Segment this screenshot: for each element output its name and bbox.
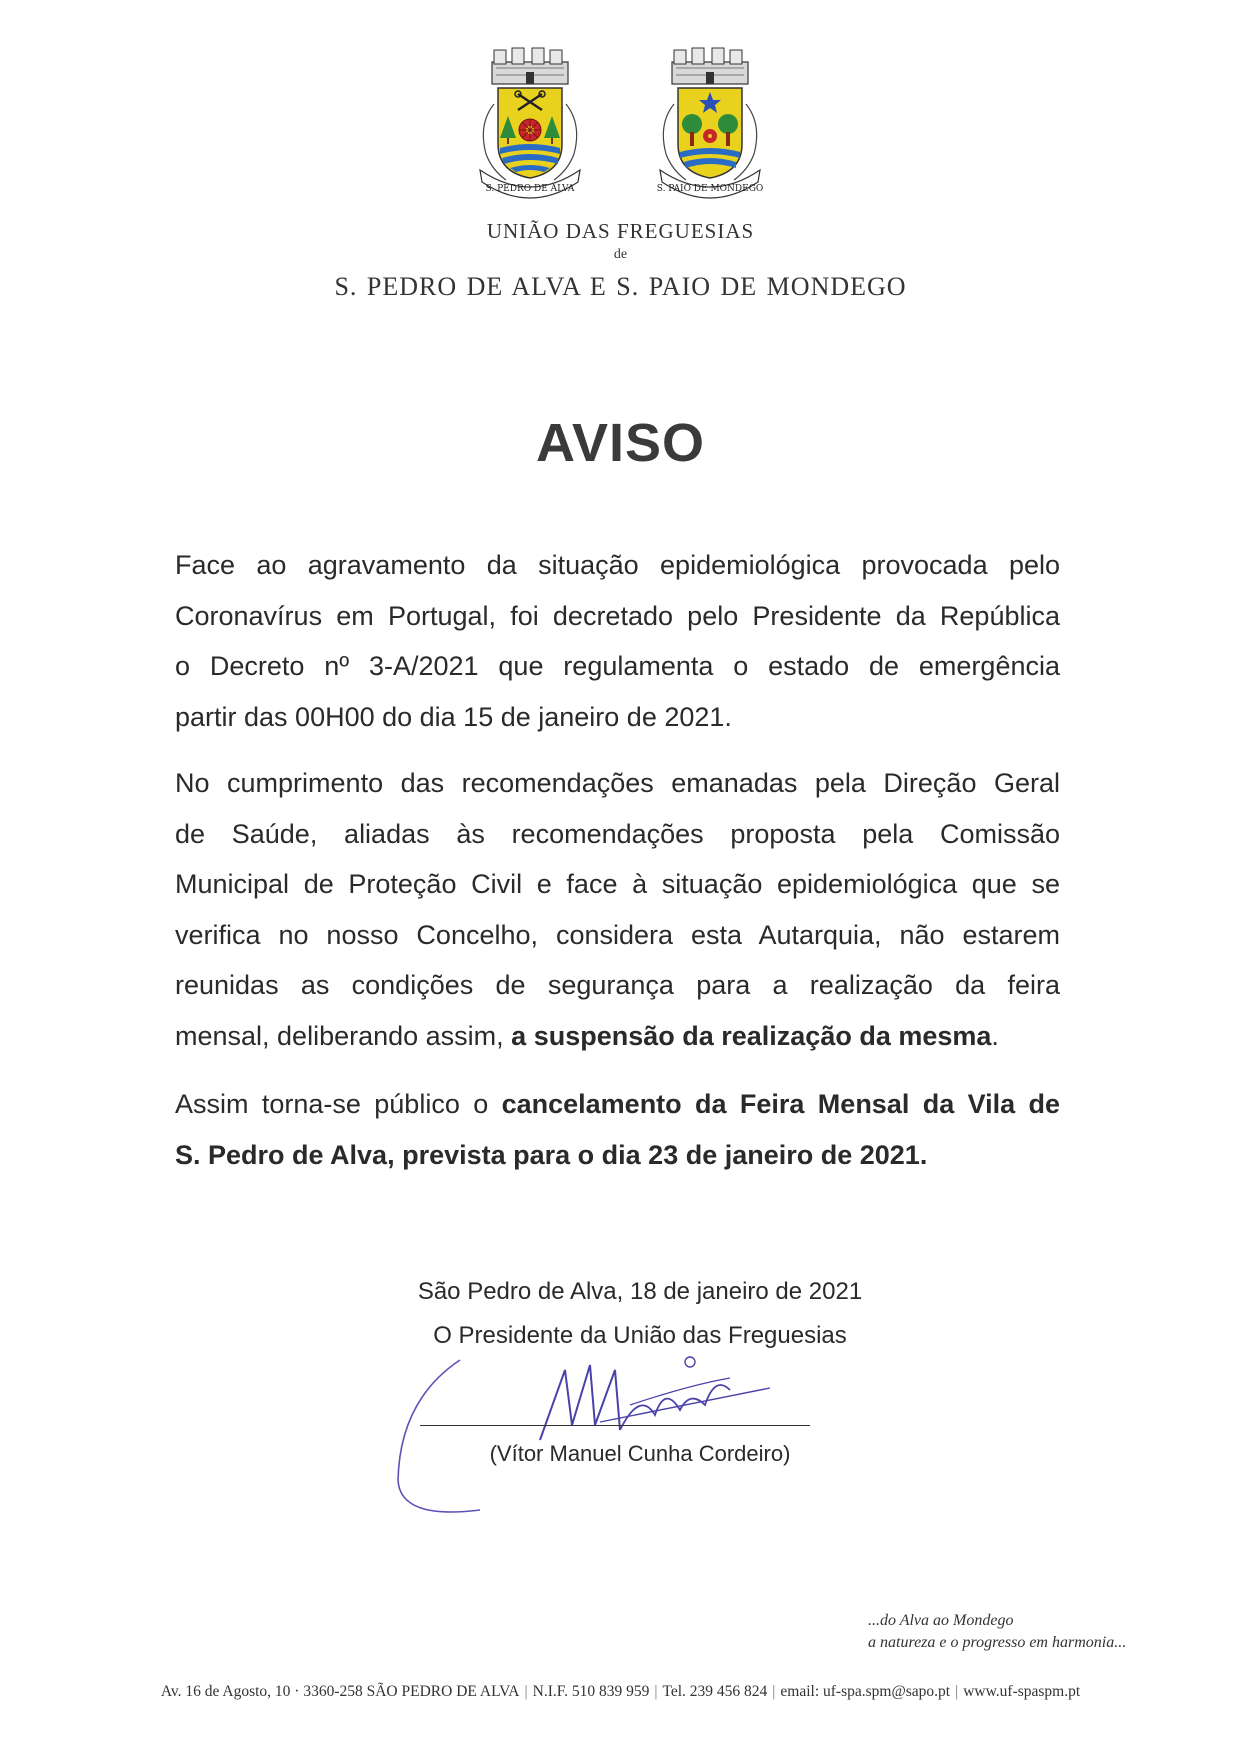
place-date: São Pedro de Alva, 18 de janeiro de 2021	[417, 1278, 863, 1305]
cancellation-emphasis: S. Pedro de Alva, prevista para o dia 23 de janeiro de 2021.	[175, 1139, 928, 1170]
paragraph-line: o Decreto nº 3-A/2021 que regulamenta o estado de emergência	[175, 651, 1060, 681]
paragraph-text: mensal, deliberando assim,	[175, 1020, 512, 1051]
page-title: AVISO	[535, 413, 706, 473]
crest-left-caption: S. PEDRO DE ALVA	[485, 184, 575, 194]
footer-contacts	[0, 1683, 1241, 1701]
footer-separator: |	[772, 1683, 776, 1700]
mural-crown-icon	[672, 48, 748, 84]
footer-website[interactable]: www.uf-spaspm.pt	[963, 1683, 1081, 1700]
footer-separator: |	[654, 1683, 658, 1700]
footer-separator: |	[524, 1683, 528, 1700]
footer-email[interactable]: email: uf-spa.spm@sapo.pt	[780, 1683, 951, 1700]
paragraph-line	[175, 1011, 1060, 1062]
suspension-emphasis: a suspensão da realização da mesma	[511, 1020, 992, 1051]
paragraph-line: partir das 00H00 do dia 15 de janeiro de 2021.	[175, 701, 732, 732]
paragraph-line	[175, 1130, 1060, 1181]
footer-address: Av. 16 de Agosto, 10 · 3360-258 SÃO PEDRO DE ALVA	[160, 1683, 520, 1700]
motto-line2: a natureza e o progresso em harmonia...	[868, 1634, 1127, 1651]
crest-s-pedro-de-alva	[460, 44, 600, 204]
paragraph-line: Municipal de Proteção Civil e face à situação epidemiológica que se	[175, 869, 1060, 899]
footer-nif: N.I.F. 510 839 959	[532, 1683, 650, 1700]
crest-right-caption: S. PAIO DE MONDEGO	[656, 184, 764, 194]
cancellation-emphasis: cancelamento da Feira Mensal da Vila de	[501, 1089, 1060, 1119]
shield-icon	[678, 88, 742, 178]
paragraph-line: verifica no nosso Concelho, considera esta Autarquia, não estarem	[175, 919, 1060, 950]
signature-line	[420, 1425, 810, 1426]
paragraph-text: Assim torna-se público o	[175, 1089, 502, 1119]
signer-title: O Presidente da União das Freguesias	[433, 1322, 847, 1349]
shield-icon	[498, 88, 562, 178]
paragraph-line: de Saúde, aliadas às recomendações proposta pela Comissão	[175, 818, 1060, 849]
org-name-line2: de	[613, 247, 628, 262]
footer-tel: Tel. 239 456 824	[662, 1683, 768, 1700]
motto-line1: ...do Alva ao Mondego	[868, 1612, 1014, 1629]
paragraph-line: reunidas as condições de segurança para a realização da feira	[175, 970, 1060, 1000]
paragraph-line	[175, 1079, 1060, 1130]
footer-separator: |	[955, 1683, 959, 1700]
paragraph-line: Face ao agravamento da situação epidemiológica provocada pelo	[175, 550, 1060, 580]
paragraph-suspension	[175, 758, 1060, 1061]
crest-s-paio-de-mondego	[640, 44, 780, 204]
paragraph-decree	[175, 540, 1060, 742]
paragraph-text: .	[991, 1020, 999, 1051]
org-name-line1: UNIÃO DAS FREGUESIAS	[486, 219, 755, 243]
org-name-line3: S. PEDRO DE ALVA E S. PAIO DE MONDEGO	[334, 272, 907, 301]
mural-crown-icon	[492, 48, 568, 84]
paragraph-cancellation	[175, 1079, 1060, 1180]
paragraph-line: No cumprimento das recomendações emanadas pela Direção Geral	[175, 768, 1060, 798]
signer-name: (Vítor Manuel Cunha Cordeiro)	[489, 1441, 791, 1466]
paragraph-line: Coronavírus em Portugal, foi decretado pelo Presidente da República	[175, 600, 1060, 631]
